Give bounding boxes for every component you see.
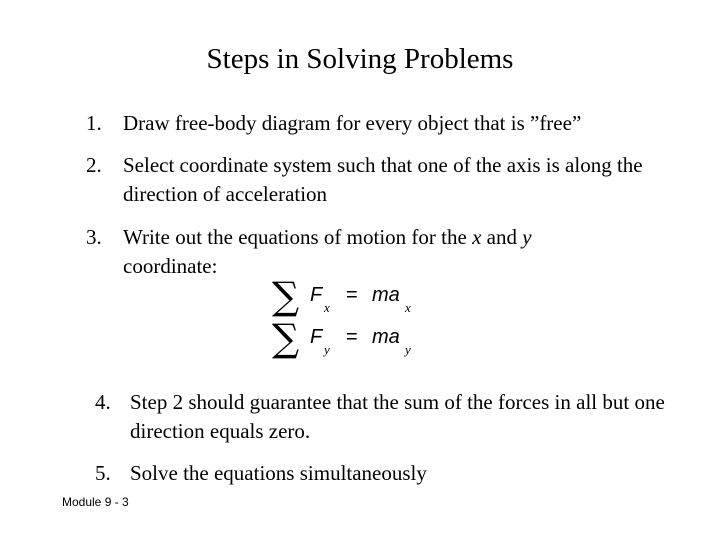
equals-sign: = [346, 326, 358, 348]
sigma-symbol: ∑ [272, 274, 300, 318]
step-2 [86, 151, 706, 209]
step-number: 1. [86, 111, 102, 135]
step-4 [95, 388, 705, 446]
mass-acceleration: ma [372, 326, 400, 348]
conjunction: and [486, 225, 517, 249]
variable-y: y [522, 225, 532, 249]
step-text: Draw free-body diagram for every object that is ”free” [123, 111, 582, 135]
step-number: 3. [86, 225, 102, 249]
step-text: Step 2 should guarantee that the sum of the forces in all but one direction equals zero. [130, 390, 665, 443]
step-1 [86, 109, 706, 138]
step-3 [86, 223, 706, 281]
slide-footer: Module 9 - 3 [62, 495, 129, 509]
force-symbol: F [310, 284, 323, 306]
step-text: Select coordinate system such that one of the axis is along the direction of acceleration [123, 153, 643, 206]
force-subscript: x [324, 300, 330, 315]
step-number: 5. [95, 461, 111, 485]
variable-x: x [472, 225, 482, 249]
step-5 [95, 459, 705, 488]
equation-x [272, 274, 472, 320]
acceleration-subscript: y [405, 342, 411, 357]
step-text [123, 223, 706, 281]
force-subscript: y [324, 342, 330, 357]
step-text-before: Write out the equations of motion for the [123, 225, 467, 249]
equals-sign: = [346, 284, 358, 306]
step-number: 4. [95, 390, 111, 414]
slide-title: Steps in Solving Problems [206, 43, 514, 75]
equation-y [272, 316, 472, 362]
sigma-symbol: ∑ [272, 316, 300, 360]
step-text-after: coordinate: [123, 254, 218, 278]
mass-acceleration: ma [372, 284, 400, 306]
acceleration-subscript: x [405, 300, 411, 315]
step-number: 2. [86, 153, 102, 177]
step-text: Solve the equations simultaneously [130, 461, 427, 485]
force-symbol: F [310, 326, 323, 348]
